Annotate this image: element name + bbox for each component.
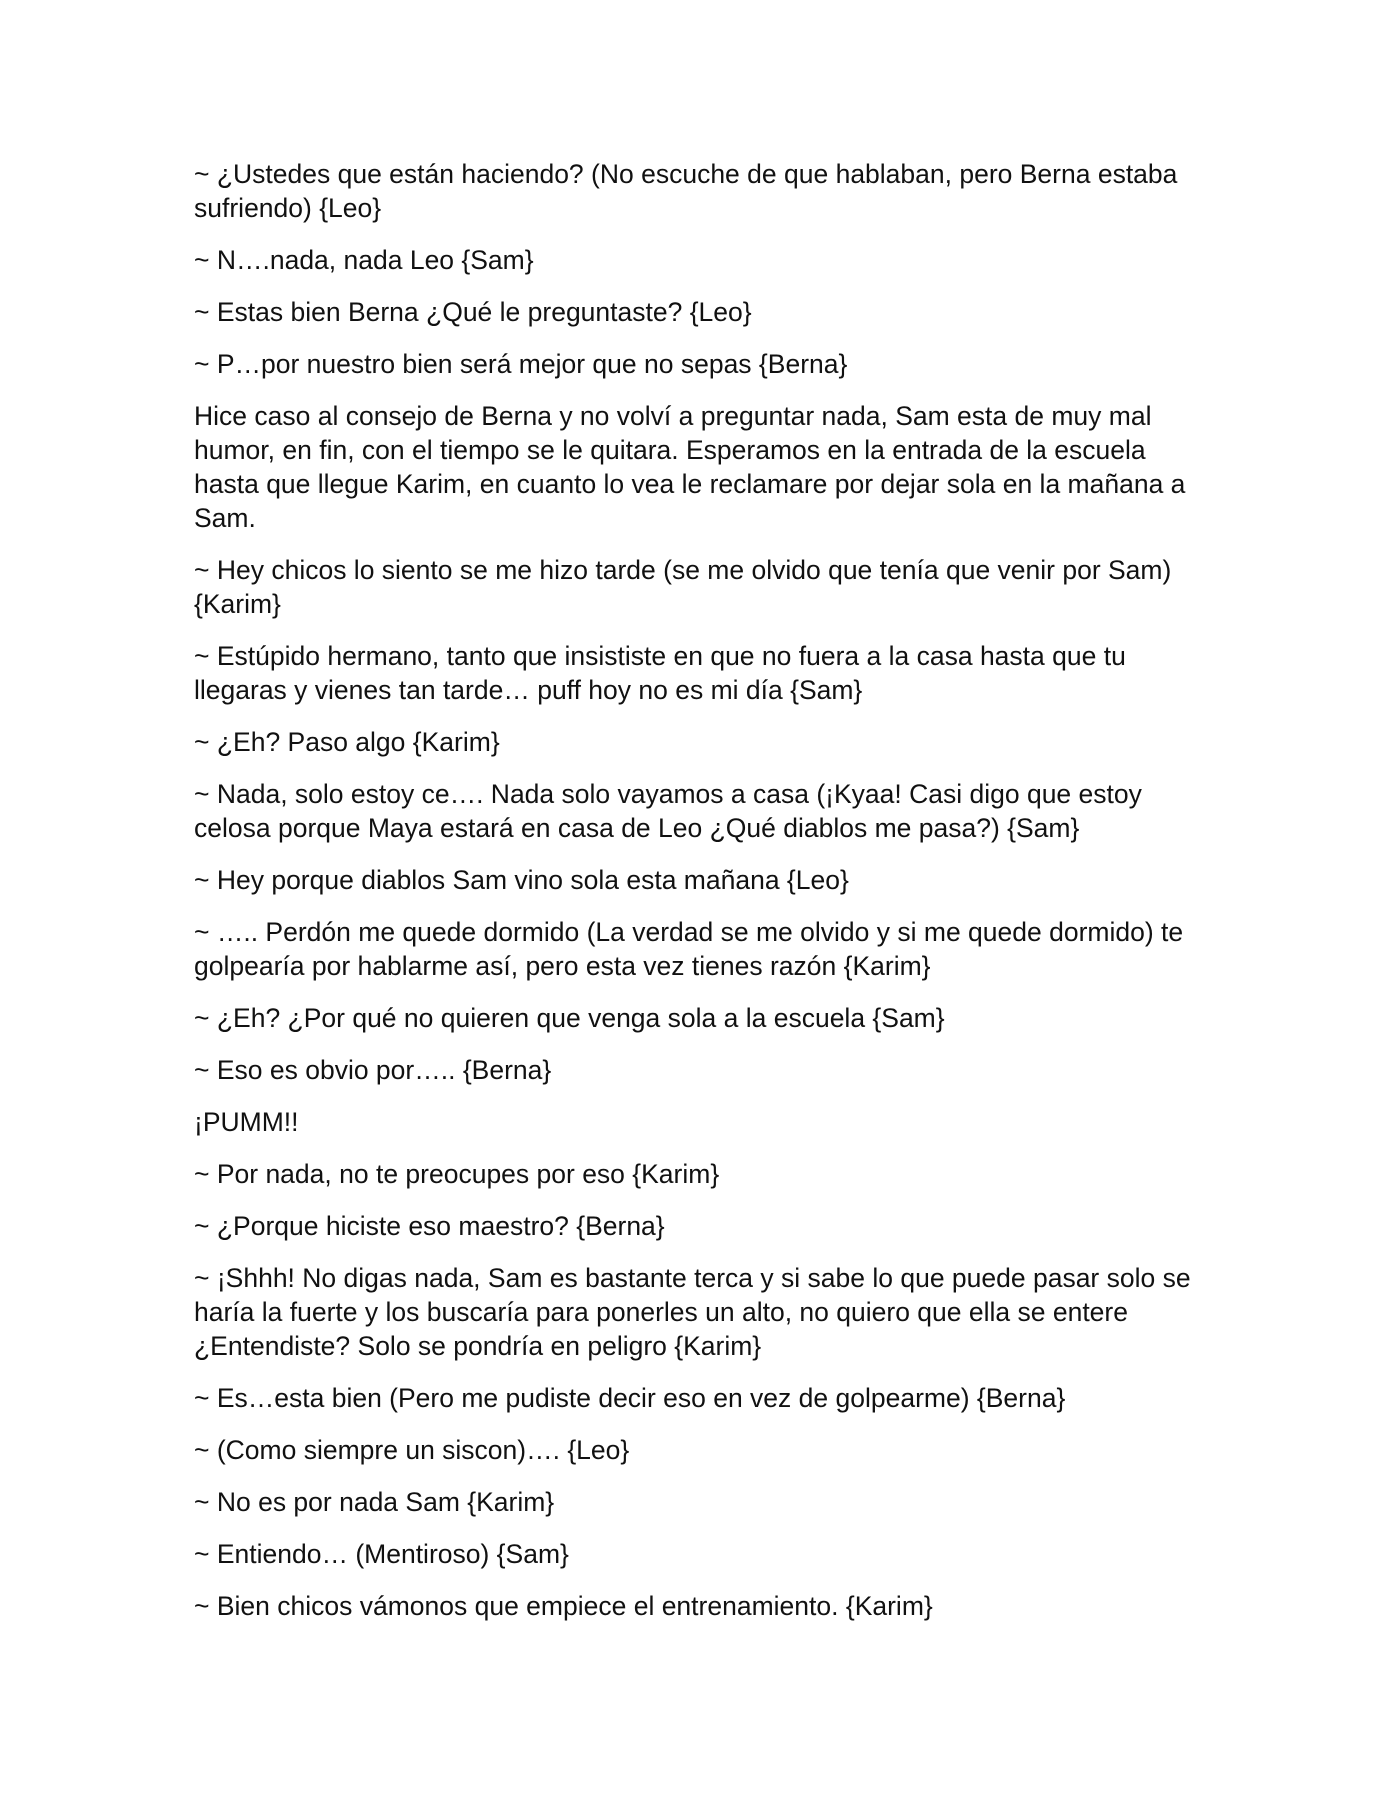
dialogue-line: ~ (Como siempre un siscon)…. {Leo} bbox=[194, 1435, 630, 1465]
dialogue-line: ~ Hey chicos lo siento se me hizo tarde (se me olvido que tenía que venir por Sam) {Karim} bbox=[194, 555, 1172, 619]
dialogue-line: ~ N….nada, nada Leo {Sam} bbox=[194, 245, 534, 275]
dialogue-line: ~ ¿Porque hiciste eso maestro? {Berna} bbox=[194, 1211, 665, 1241]
dialogue-line: ~ Estas bien Berna ¿Qué le preguntaste? {Leo} bbox=[194, 297, 752, 327]
narration-paragraph: Hice caso al consejo de Berna y no volví a preguntar nada, Sam esta de muy mal humor, en fin, con el tiempo se le quitara. Esperamos en la entrada de la escuela hasta que llegue Karim, en cuanto lo vea le reclamare por dejar sola en la mañana a Sam. bbox=[194, 401, 1186, 533]
dialogue-line: ~ Eso es obvio por….. {Berna} bbox=[194, 1055, 552, 1085]
dialogue-line: ~ Por nada, no te preocupes por eso {Karim} bbox=[194, 1159, 720, 1189]
dialogue-line: ~ ….. Perdón me quede dormido (La verdad se me olvido y si me quede dormido) te golpearía por hablarme así, pero esta vez tienes razón {Karim} bbox=[194, 917, 1184, 981]
dialogue-line: ~ Es…esta bien (Pero me pudiste decir eso en vez de golpearme) {Berna} bbox=[194, 1383, 1066, 1413]
dialogue-line: ~ Entiendo… (Mentiroso) {Sam} bbox=[194, 1539, 569, 1569]
dialogue-line: ~ ¿Eh? Paso algo {Karim} bbox=[194, 727, 500, 757]
dialogue-line: ~ ¿Ustedes que están haciendo? (No escuche de que hablaban, pero Berna estaba sufriendo) {Leo} bbox=[194, 159, 1178, 223]
sound-effect-line: ¡PUMM!! bbox=[194, 1107, 299, 1137]
dialogue-line: ~ Bien chicos vámonos que empiece el entrenamiento. {Karim} bbox=[194, 1591, 933, 1621]
dialogue-line: ~ Estúpido hermano, tanto que insististe en que no fuera a la casa hasta que tu llegaras y vienes tan tarde… puff hoy no es mi día {Sam} bbox=[194, 641, 1126, 705]
dialogue-line: ~ P…por nuestro bien será mejor que no sepas {Berna} bbox=[194, 349, 848, 379]
dialogue-line: ~ ¡Shhh! No digas nada, Sam es bastante terca y si sabe lo que puede pasar solo se haría la fuerte y los buscaría para ponerles un alto, no quiero que ella se entere ¿Entendiste? Solo se pondría en peligro {Karim} bbox=[194, 1263, 1191, 1361]
dialogue-line: ~ No es por nada Sam {Karim} bbox=[194, 1487, 555, 1517]
document-body bbox=[194, 157, 1204, 1641]
dialogue-line: ~ ¿Eh? ¿Por qué no quieren que venga sola a la escuela {Sam} bbox=[194, 1003, 945, 1033]
dialogue-line: ~ Hey porque diablos Sam vino sola esta mañana {Leo} bbox=[194, 865, 849, 895]
dialogue-line: ~ Nada, solo estoy ce…. Nada solo vayamos a casa (¡Kyaa! Casi digo que estoy celosa porque Maya estará en casa de Leo ¿Qué diablos me pasa?) {Sam} bbox=[194, 779, 1142, 843]
